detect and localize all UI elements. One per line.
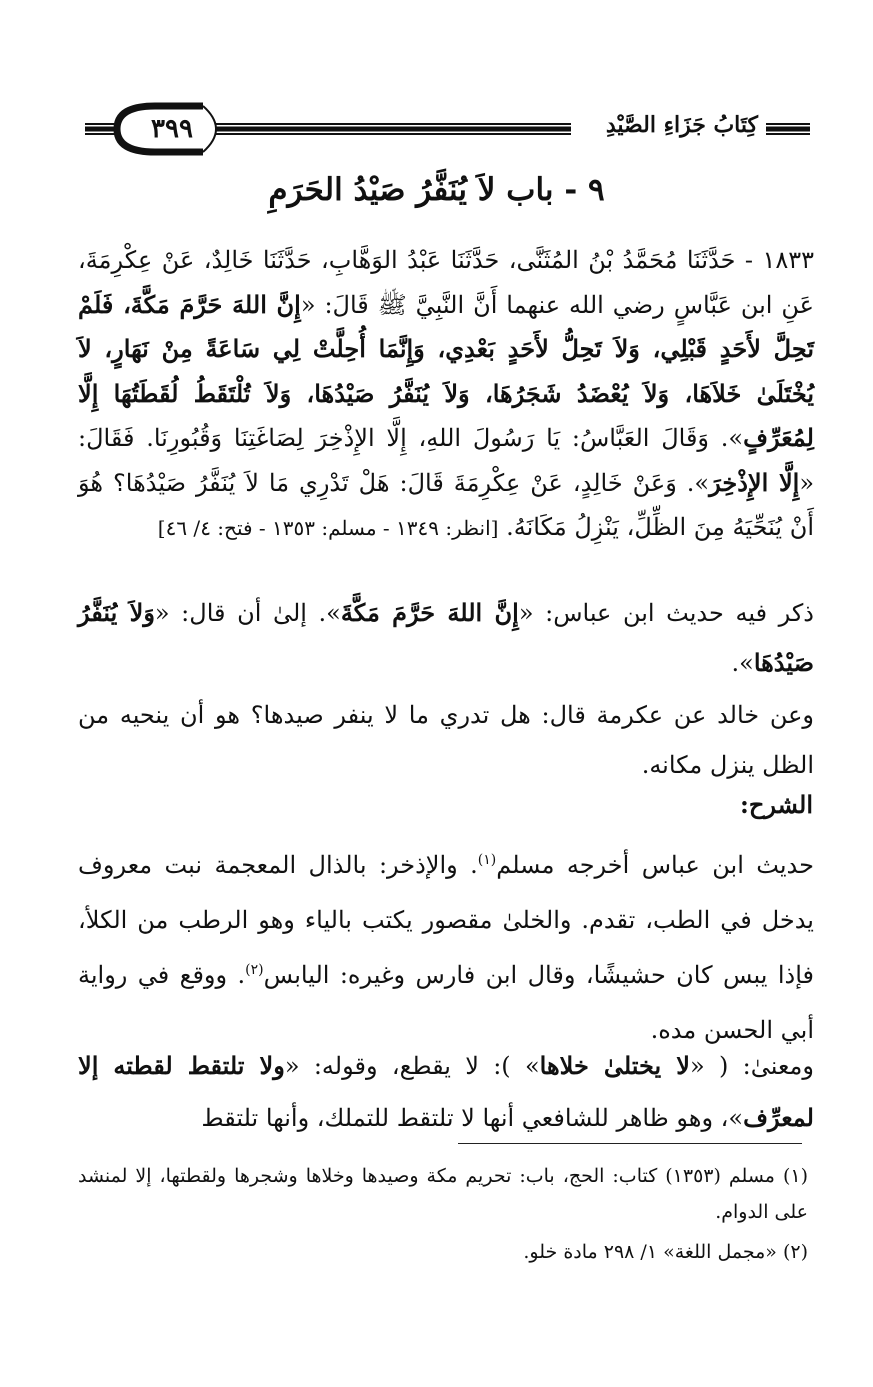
hadith-idhkhir: إِلَّا الإِذْخِرَ [709,467,800,497]
hadith-core: إِنَّ اللهَ حَرَّمَ مَكَّةَ، فَلَمْ تَحِلَّ لأَحَدٍ قَبْلِي، وَلاَ تَحِلُّ لأَحَدٍ بَعْدِي، وَإِنَّمَا أُحِلَّتْ لِي سَاعَةً مِنْ نَهَارٍ، لاَ يُخْتَلَىٰ خَلاَهَا، وَلاَ يُعْضَدُ شَجَرُهَا، وَلاَ يُنَفَّرُ صَيْدُهَا، وَلاَ تُلْتَقَطُ لُقَطَتُهَا إِلَّا لِمُعَرِّفٍ [78,289,814,452]
hadith-tail: ». وَعَنْ خَالِدٍ، عَنْ عِكْرِمَةَ قَالَ: هَلْ تَدْرِي مَا لاَ يُنَفَّرُ صَيْدُهَا؟ هُوَ أَنْ يُنَحِّيَهُ مِنَ الظِّلِّ، يَنْزِلُ مَكَانَهُ. [78,468,814,541]
commentary-1-part-3: . ووقع في رواية أبي الحسن مده. [78,961,814,1044]
hadith-text [78,238,814,551]
page-header [85,100,810,158]
footnote-1: (١) مسلم (١٣٥٣) كتاب: الحج، باب: تحريم مكة وصيدها وخلاها وشجرها ولقطتها، إلا لمنشد على الدوام. [78,1165,808,1223]
page-number: ٣٩٩ [151,114,193,144]
commentary-2-term-1: لا يختلىٰ خلاها [539,1051,690,1080]
hadith-intro: ١٨٣٣ - حَدَّثَنَا مُحَمَّدُ بْنُ المُثَنَّى، حَدَّثَنَا عَبْدُ الوَهَّابِ، حَدَّثَنَا خَالِدٌ، عَنْ عِكْرِمَةَ، عَنِ ابن عَبَّاسٍ رضي الله عنهما أَنَّ النَّبِيَّ ﷺ قَالَ: « [78,246,814,319]
commentary-1-part-1: حديث ابن عباس أخرجه مسلم [496,851,814,879]
summary-1-quote-2: وَلاَ يُنَفَّرُ صَيْدُهَا [78,598,814,677]
summary-paragraph-2: وعن خالد عن عكرمة قال: هل تدري ما لا ينفر صيدها؟ هو أن ينحيه من الظل ينزل مكانه. [78,701,814,779]
commentary-2-lead: ومعنىٰ: ( « [689,1052,814,1080]
hadith-cross-reference: [انظر: ١٣٤٩ - مسلم: ١٣٥٣ - فتح: ٤/ ٤٦] [157,516,499,540]
hadith-after-core: ». وَقَالَ العَبَّاسُ: يَا رَسُولَ اللهِ، إِلَّا الإِذْخِرَ لِصَاغَتِنَا وَقُبُورِنَا. فَقَالَ: « [78,424,814,497]
summary-paragraph-1 [78,588,814,688]
commentary-2-mid: » ): لا يقطع، وقوله: « [284,1052,540,1080]
footnote-divider [458,1143,802,1144]
footnotes [78,1158,808,1274]
summary-1-quote-1: إِنَّ اللهَ حَرَّمَ مَكَّةَ [340,598,519,627]
footnote-marker-2[interactable]: (٢) [245,962,264,978]
commentary-heading: الشرح: [740,790,813,819]
commentary-1-part-2: . والإذخر: بالذال المعجمة نبت معروف يدخل في الطب، تقدم. والخلىٰ مقصور يكتب بالياء وهو الرطب من الكلأ، فإذا يبس كان حشيشًا، وقال ابن فارس وغيره: اليابس [78,851,815,989]
running-title: كِتَابُ جَزَاءِ الصَّيْدِ [598,112,766,138]
chapter-heading: ٩ - باب لاَ يُنَفَّرُ صَيْدُ الحَرَمِ [268,172,605,208]
footnote-marker-1[interactable]: (١) [477,852,497,868]
commentary-paragraph-2 [78,1040,814,1144]
commentary-2-term-2: ولا تلتقط لقطته إلا لمعرِّف [78,1051,814,1132]
footnote-2: (٢) «مجمل اللغة» ١/ ٢٩٨ مادة خلو. [523,1241,808,1263]
summary-1-middle: ». إلىٰ أن قال: « [154,599,341,627]
commentary-2-tail: »، وهو ظاهر للشافعي أنها لا تلتقط للتملك، وأنها تلتقط [201,1104,744,1132]
commentary-paragraph-1 [78,838,814,1058]
summary-1-end: ». [731,649,754,677]
summary-1-text: ذكر فيه حديث ابن عباس: « [518,599,814,627]
